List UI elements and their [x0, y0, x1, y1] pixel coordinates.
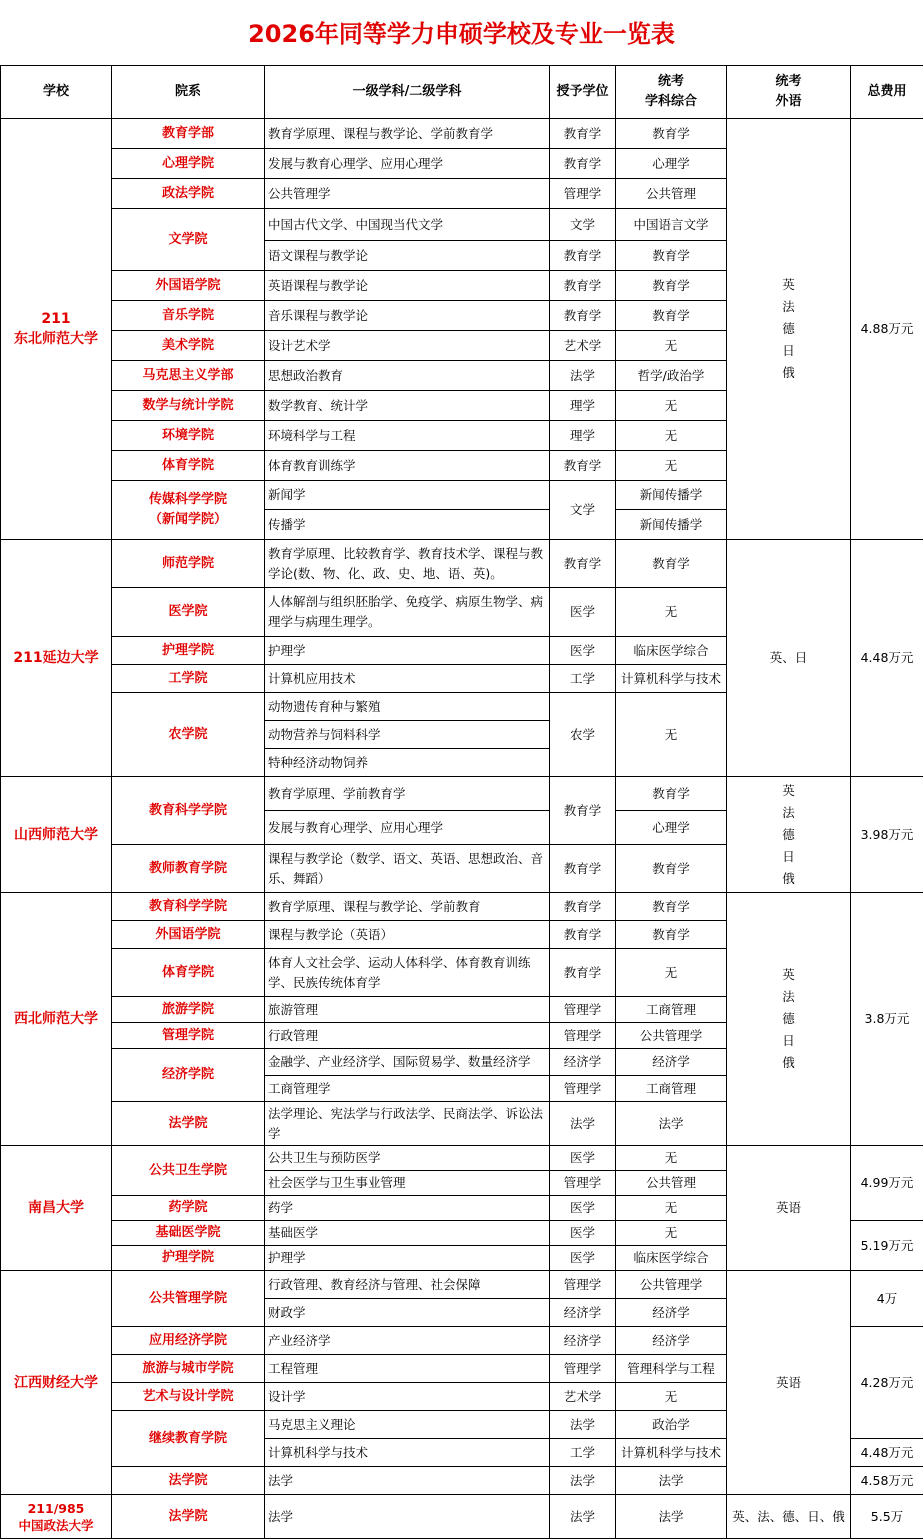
exam-cell: 心理学: [616, 149, 727, 179]
exam-cell: 教育学: [616, 893, 727, 921]
dept-cell: 管理学院: [112, 1023, 265, 1049]
exam-cell: 教育学: [616, 777, 727, 811]
subject-cell: 人体解剖与组织胚胎学、免疫学、病原生物学、病理学与病理生理学。: [265, 588, 550, 637]
dept-cell: 法学院: [112, 1102, 265, 1146]
dept-cell: 医学院: [112, 588, 265, 637]
dept-cell: 师范学院: [112, 540, 265, 588]
degree-cell: 农学: [550, 693, 616, 777]
dept-cell: 文学院: [112, 209, 265, 271]
degree-cell: 教育学: [550, 271, 616, 301]
page-title: 2026年同等学力申硕学校及专业一览表: [248, 20, 675, 48]
dept-cell: 马克思主义学部: [112, 361, 265, 391]
degree-cell: 教育学: [550, 921, 616, 949]
program-table: [0, 65, 923, 1539]
table-row: [1, 1271, 923, 1299]
degree-cell: 管理学: [550, 1076, 616, 1102]
dept-cell: 教师教育学院: [112, 845, 265, 893]
degree-cell: 理学: [550, 391, 616, 421]
header-subject: 一级学科/二级学科: [265, 66, 550, 119]
exam-cell: 公共管理学: [616, 1271, 727, 1299]
dept-cell: 法学院: [112, 1495, 265, 1539]
school-cell: 211 东北师范大学: [1, 119, 112, 540]
exam-cell: 工商管理: [616, 997, 727, 1023]
degree-cell: 艺术学: [550, 1383, 616, 1411]
dept-cell: 体育学院: [112, 451, 265, 481]
subject-cell: 计算机科学与技术: [265, 1439, 550, 1467]
table-row: [1, 777, 923, 811]
subject-cell: 计算机应用技术: [265, 665, 550, 693]
fee-cell: 4.88万元: [851, 119, 923, 540]
degree-cell: 法学: [550, 1411, 616, 1439]
dept-cell: 美术学院: [112, 331, 265, 361]
fee-cell: 3.8万元: [851, 893, 923, 1146]
subject-cell: 体育人文社会学、运动人体科学、体育教育训练学、民族传统体育学: [265, 949, 550, 997]
fee-cell: 4.48万元: [851, 1439, 923, 1467]
dept-cell: 教育科学学院: [112, 893, 265, 921]
subject-cell: 动物营养与饲料科学: [265, 721, 550, 749]
exam-cell: 公共管理: [616, 179, 727, 209]
subject-cell: 新闻学: [265, 481, 550, 510]
exam-cell: 无: [616, 1146, 727, 1171]
exam-cell: 公共管理学: [616, 1023, 727, 1049]
dept-cell: 音乐学院: [112, 301, 265, 331]
degree-cell: 管理学: [550, 1171, 616, 1196]
subject-cell: 旅游管理: [265, 997, 550, 1023]
school-cell: 江西财经大学: [1, 1271, 112, 1495]
exam-cell: 无: [616, 331, 727, 361]
dept-cell: 艺术与设计学院: [112, 1383, 265, 1411]
subject-cell: 公共卫生与预防医学: [265, 1146, 550, 1171]
exam-cell: 无: [616, 949, 727, 997]
dept-cell: 旅游学院: [112, 997, 265, 1023]
header-fee: 总费用: [851, 66, 923, 119]
exam-cell: 教育学: [616, 119, 727, 149]
degree-cell: 教育学: [550, 540, 616, 588]
degree-cell: 教育学: [550, 149, 616, 179]
degree-cell: 教育学: [550, 845, 616, 893]
subject-cell: 动物遗传育种与繁殖: [265, 693, 550, 721]
exam-cell: 计算机科学与技术: [616, 665, 727, 693]
exam-cell: 法学: [616, 1102, 727, 1146]
header-lang: 统考 外语: [727, 66, 851, 119]
degree-cell: 法学: [550, 1467, 616, 1495]
school-cell: 211延边大学: [1, 540, 112, 777]
dept-cell: 公共卫生学院: [112, 1146, 265, 1196]
header-degree: 授予学位: [550, 66, 616, 119]
degree-cell: 法学: [550, 361, 616, 391]
subject-cell: 教育学原理、比较教育学、教育技术学、课程与教学论(数、物、化、政、史、地、语、英)。: [265, 540, 550, 588]
exam-cell: 临床医学综合: [616, 637, 727, 665]
subject-cell: 教育学原理、课程与教学论、学前教育: [265, 893, 550, 921]
exam-cell: 教育学: [616, 540, 727, 588]
subject-cell: 公共管理学: [265, 179, 550, 209]
school-cell: 南昌大学: [1, 1146, 112, 1271]
subject-cell: 产业经济学: [265, 1327, 550, 1355]
exam-cell: 无: [616, 693, 727, 777]
dept-cell: 应用经济学院: [112, 1327, 265, 1355]
degree-cell: 医学: [550, 1221, 616, 1246]
exam-cell: 中国语言文学: [616, 209, 727, 241]
degree-cell: 法学: [550, 1102, 616, 1146]
degree-cell: 文学: [550, 209, 616, 241]
exam-cell: 教育学: [616, 921, 727, 949]
degree-cell: 医学: [550, 1196, 616, 1221]
exam-cell: 心理学: [616, 811, 727, 845]
degree-cell: 管理学: [550, 1355, 616, 1383]
subject-cell: 发展与教育心理学、应用心理学: [265, 811, 550, 845]
degree-cell: 医学: [550, 588, 616, 637]
degree-cell: 理学: [550, 421, 616, 451]
lang-cell: 英 法 德 日 俄: [727, 777, 851, 893]
degree-cell: 医学: [550, 637, 616, 665]
header-exam: 统考 学科综合: [616, 66, 727, 119]
subject-cell: 思想政治教育: [265, 361, 550, 391]
degree-cell: 医学: [550, 1146, 616, 1171]
degree-cell: 文学: [550, 481, 616, 540]
degree-cell: 管理学: [550, 1023, 616, 1049]
subject-cell: 音乐课程与教学论: [265, 301, 550, 331]
exam-cell: 无: [616, 588, 727, 637]
subject-cell: 数学教育、统计学: [265, 391, 550, 421]
dept-cell: 农学院: [112, 693, 265, 777]
subject-cell: 工商管理学: [265, 1076, 550, 1102]
dept-cell: 政法学院: [112, 179, 265, 209]
fee-cell: 5.5万: [851, 1495, 923, 1539]
table-row: [1, 893, 923, 921]
subject-cell: 法学: [265, 1467, 550, 1495]
degree-cell: 经济学: [550, 1299, 616, 1327]
degree-cell: 法学: [550, 1495, 616, 1539]
degree-cell: 教育学: [550, 949, 616, 997]
exam-cell: 临床医学综合: [616, 1246, 727, 1271]
dept-cell: 护理学院: [112, 637, 265, 665]
subject-cell: 基础医学: [265, 1221, 550, 1246]
subject-cell: 体育教育训练学: [265, 451, 550, 481]
exam-cell: 无: [616, 391, 727, 421]
fee-cell: 4.99万元: [851, 1146, 923, 1221]
subject-cell: 课程与教学论（英语）: [265, 921, 550, 949]
subject-cell: 语文课程与教学论: [265, 241, 550, 271]
exam-cell: 教育学: [616, 241, 727, 271]
exam-cell: 教育学: [616, 845, 727, 893]
subject-cell: 设计艺术学: [265, 331, 550, 361]
exam-cell: 教育学: [616, 301, 727, 331]
exam-cell: 新闻传播学: [616, 510, 727, 540]
dept-cell: 教育学部: [112, 119, 265, 149]
fee-cell: 4.28万元: [851, 1327, 923, 1439]
subject-cell: 教育学原理、课程与教学论、学前教育学: [265, 119, 550, 149]
degree-cell: 管理学: [550, 1271, 616, 1299]
exam-cell: 经济学: [616, 1299, 727, 1327]
exam-cell: 法学: [616, 1495, 727, 1539]
fee-cell: 3.98万元: [851, 777, 923, 893]
dept-cell: 旅游与城市学院: [112, 1355, 265, 1383]
subject-cell: 行政管理: [265, 1023, 550, 1049]
degree-cell: 教育学: [550, 451, 616, 481]
header-row: [1, 66, 923, 119]
dept-cell: 心理学院: [112, 149, 265, 179]
dept-cell: 外国语学院: [112, 921, 265, 949]
fee-cell: 4.48万元: [851, 540, 923, 777]
dept-cell: 工学院: [112, 665, 265, 693]
subject-cell: 药学: [265, 1196, 550, 1221]
subject-cell: 马克思主义理论: [265, 1411, 550, 1439]
table-row: [1, 540, 923, 588]
degree-cell: 经济学: [550, 1049, 616, 1076]
exam-cell: 无: [616, 1383, 727, 1411]
exam-cell: 管理科学与工程: [616, 1355, 727, 1383]
lang-cell: 英 法 德 日 俄: [727, 119, 851, 540]
exam-cell: 公共管理: [616, 1171, 727, 1196]
subject-cell: 设计学: [265, 1383, 550, 1411]
degree-cell: 艺术学: [550, 331, 616, 361]
header-school: 学校: [1, 66, 112, 119]
degree-cell: 工学: [550, 1439, 616, 1467]
subject-cell: 行政管理、教育经济与管理、社会保障: [265, 1271, 550, 1299]
dept-cell: 继续教育学院: [112, 1411, 265, 1467]
degree-cell: 教育学: [550, 241, 616, 271]
subject-cell: 社会医学与卫生事业管理: [265, 1171, 550, 1196]
lang-cell: 英语: [727, 1271, 851, 1495]
degree-cell: 管理学: [550, 179, 616, 209]
header-dept: 院系: [112, 66, 265, 119]
lang-cell: 英语: [727, 1146, 851, 1271]
degree-cell: 教育学: [550, 777, 616, 845]
dept-cell: 药学院: [112, 1196, 265, 1221]
dept-cell: 教育科学学院: [112, 777, 265, 845]
dept-cell: 基础医学院: [112, 1221, 265, 1246]
program-table-wrapper: [0, 65, 923, 1540]
exam-cell: 新闻传播学: [616, 481, 727, 510]
table-row: [1, 119, 923, 149]
exam-cell: 经济学: [616, 1049, 727, 1076]
exam-cell: 无: [616, 1221, 727, 1246]
table-row: [1, 1146, 923, 1171]
fee-cell: 4万: [851, 1271, 923, 1327]
lang-cell: 英 法 德 日 俄: [727, 893, 851, 1146]
degree-cell: 工学: [550, 665, 616, 693]
degree-cell: 经济学: [550, 1327, 616, 1355]
subject-cell: 金融学、产业经济学、国际贸易学、数量经济学: [265, 1049, 550, 1076]
degree-cell: 医学: [550, 1246, 616, 1271]
dept-cell: 数学与统计学院: [112, 391, 265, 421]
subject-cell: 发展与教育心理学、应用心理学: [265, 149, 550, 179]
dept-cell: 环境学院: [112, 421, 265, 451]
subject-cell: 护理学: [265, 1246, 550, 1271]
dept-cell: 经济学院: [112, 1049, 265, 1102]
school-cell: 西北师范大学: [1, 893, 112, 1146]
lang-cell: 英、日: [727, 540, 851, 777]
subject-cell: 传播学: [265, 510, 550, 540]
fee-cell: 4.58万元: [851, 1467, 923, 1495]
dept-cell: 公共管理学院: [112, 1271, 265, 1327]
subject-cell: 环境科学与工程: [265, 421, 550, 451]
dept-cell: 护理学院: [112, 1246, 265, 1271]
subject-cell: 教育学原理、学前教育学: [265, 777, 550, 811]
subject-cell: 财政学: [265, 1299, 550, 1327]
lang-cell: 英、法、德、日、俄: [727, 1495, 851, 1539]
exam-cell: 法学: [616, 1467, 727, 1495]
degree-cell: 教育学: [550, 893, 616, 921]
dept-cell: 传媒科学学院 （新闻学院）: [112, 481, 265, 540]
dept-cell: 体育学院: [112, 949, 265, 997]
exam-cell: 无: [616, 421, 727, 451]
subject-cell: 法学理论、宪法学与行政法学、民商法学、诉讼法学: [265, 1102, 550, 1146]
exam-cell: 哲学/政治学: [616, 361, 727, 391]
degree-cell: 教育学: [550, 119, 616, 149]
subject-cell: 特种经济动物饲养: [265, 749, 550, 777]
table-row: [1, 1495, 923, 1539]
subject-cell: 中国古代文学、中国现当代文学: [265, 209, 550, 241]
subject-cell: 护理学: [265, 637, 550, 665]
exam-cell: 计算机科学与技术: [616, 1439, 727, 1467]
exam-cell: 政治学: [616, 1411, 727, 1439]
subject-cell: 课程与教学论（数学、语文、英语、思想政治、音乐、舞蹈）: [265, 845, 550, 893]
school-cell: 山西师范大学: [1, 777, 112, 893]
school-cell: 211/985 中国政法大学: [1, 1495, 112, 1539]
fee-cell: 5.19万元: [851, 1221, 923, 1271]
exam-cell: 无: [616, 1196, 727, 1221]
subject-cell: 法学: [265, 1495, 550, 1539]
dept-cell: 外国语学院: [112, 271, 265, 301]
degree-cell: 教育学: [550, 301, 616, 331]
dept-cell: 法学院: [112, 1467, 265, 1495]
exam-cell: 无: [616, 451, 727, 481]
subject-cell: 英语课程与教学论: [265, 271, 550, 301]
exam-cell: 教育学: [616, 271, 727, 301]
exam-cell: 工商管理: [616, 1076, 727, 1102]
degree-cell: 管理学: [550, 997, 616, 1023]
exam-cell: 经济学: [616, 1327, 727, 1355]
subject-cell: 工程管理: [265, 1355, 550, 1383]
